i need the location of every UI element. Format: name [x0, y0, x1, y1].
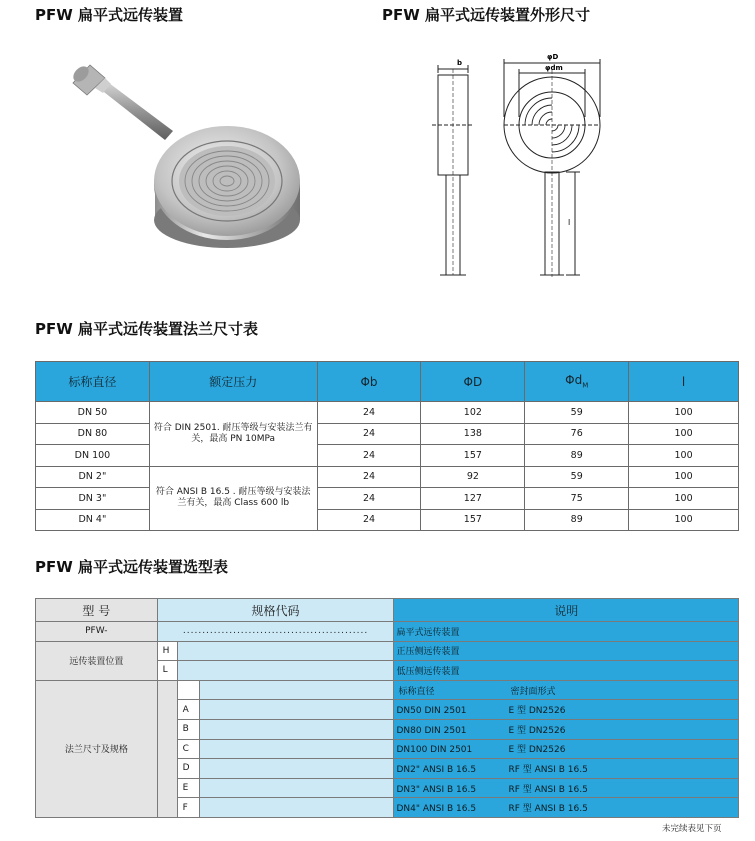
- cell-b: 24: [317, 488, 421, 510]
- option-desc: DN50 DIN 2501 E 型 DN2526: [394, 700, 739, 720]
- option-desc: DN100 DIN 2501 E 型 DN2526: [394, 739, 739, 759]
- sub-header: 标称直径 密封面形式: [394, 680, 739, 700]
- header-b: Φb: [317, 362, 421, 402]
- cell-l: 100: [629, 445, 739, 467]
- option-desc: DN4" ANSI B 16.5 RF 型 ANSI B 16.5: [394, 798, 739, 818]
- pos-spacer: [177, 661, 394, 681]
- option-code: A: [177, 700, 199, 720]
- cell-D: 157: [421, 509, 525, 531]
- cell-dn: DN 100: [36, 445, 150, 467]
- table-row: [36, 509, 739, 531]
- cell-ansi-note: 符合 ANSI B 16.5 . 耐压等级与安装法兰有关，最高 Class 600 lb: [149, 466, 317, 531]
- cell-D: 157: [421, 445, 525, 467]
- model-desc: 扁平式远传装置: [394, 622, 739, 642]
- flange-table-title: PFW 扁平式远传装置法兰尺寸表: [35, 320, 259, 338]
- cell-dn: DN 2": [36, 466, 150, 488]
- header-dn: 标称直径: [36, 362, 150, 402]
- option-desc: DN80 DIN 2501 E 型 DN2526: [394, 719, 739, 739]
- cell-dm: 75: [525, 488, 629, 510]
- pos-desc-H: 正压侧远传装置: [394, 641, 739, 661]
- pos-spacer: [177, 641, 394, 661]
- continued-note: 未完续表见下页: [662, 824, 722, 834]
- label-b: b: [457, 59, 463, 67]
- cell-b: 24: [317, 402, 421, 424]
- table-row: [36, 445, 739, 467]
- cell-l: 100: [629, 402, 739, 424]
- cell-dn: DN 50: [36, 402, 150, 424]
- flange-table-header: [36, 362, 739, 402]
- cell-dm: 76: [525, 423, 629, 445]
- option-code: E: [177, 778, 199, 798]
- dimension-drawing: [420, 45, 620, 290]
- cell-l: 100: [629, 509, 739, 531]
- pos-desc-L: 低压侧远传装置: [394, 661, 739, 681]
- flange-label: 法兰尺寸及规格: [36, 680, 158, 817]
- option-desc: DN2" ANSI B 16.5 RF 型 ANSI B 16.5: [394, 759, 739, 779]
- cell-l: 100: [629, 423, 739, 445]
- header-l: l: [629, 362, 739, 402]
- option-spacer: [199, 798, 394, 818]
- option-spacer: [199, 739, 394, 759]
- cell-D: 92: [421, 466, 525, 488]
- label-D: φD: [547, 53, 559, 61]
- cell-b: 24: [317, 509, 421, 531]
- flange-table: [35, 361, 739, 531]
- cell-dn: DN 80: [36, 423, 150, 445]
- cell-din-note: 符合 DIN 2501. 耐压等级与安装法兰有关，最高 PN 10MPa: [149, 402, 317, 467]
- table-row: [36, 423, 739, 445]
- selection-header: [36, 599, 739, 622]
- label-l: l: [568, 218, 571, 227]
- table-row: [36, 466, 739, 488]
- option-spacer: [199, 759, 394, 779]
- product-photo: [55, 45, 345, 275]
- cell-dn: DN 4": [36, 509, 150, 531]
- selection-table-title: PFW 扁平式远传装置选型表: [35, 558, 229, 576]
- option-code: C: [177, 739, 199, 759]
- cell-dm: 89: [525, 509, 629, 531]
- header-dm: $\Phi d_M$: [525, 362, 629, 402]
- device-title: PFW 扁平式远传装置: [35, 6, 184, 24]
- cell-l: 100: [629, 488, 739, 510]
- cell-dn: DN 3": [36, 488, 150, 510]
- model-code: PFW-: [36, 622, 158, 642]
- flange-indent: [157, 680, 177, 817]
- cell-l: 100: [629, 466, 739, 488]
- header-D: ΦD: [421, 362, 525, 402]
- table-row: [36, 622, 739, 642]
- dimensions-title: PFW 扁平式远传装置外形尺寸: [382, 6, 591, 24]
- cell-D: 102: [421, 402, 525, 424]
- option-code: F: [177, 798, 199, 818]
- option-spacer: [199, 700, 394, 720]
- table-row: [36, 680, 739, 700]
- cell-b: 24: [317, 466, 421, 488]
- header-desc: 说明: [394, 599, 739, 622]
- table-row: [36, 641, 739, 661]
- option-spacer: [199, 719, 394, 739]
- sub-spacer: [177, 680, 199, 700]
- option-code: B: [177, 719, 199, 739]
- cell-D: 138: [421, 423, 525, 445]
- cell-b: 24: [317, 445, 421, 467]
- header-model: 型 号: [36, 599, 158, 622]
- table-row: [36, 402, 739, 424]
- cell-b: 24: [317, 423, 421, 445]
- option-spacer: [199, 778, 394, 798]
- cell-D: 127: [421, 488, 525, 510]
- pos-code-L: L: [157, 661, 177, 681]
- cell-dm: 59: [525, 466, 629, 488]
- model-dots: ................................................: [157, 622, 394, 642]
- label-dm: φdm: [545, 64, 563, 72]
- cell-dm: 59: [525, 402, 629, 424]
- sub-spacer: [199, 680, 394, 700]
- table-row: [36, 488, 739, 510]
- cell-dm: 89: [525, 445, 629, 467]
- header-pressure: 额定压力: [149, 362, 317, 402]
- option-code: D: [177, 759, 199, 779]
- position-label: 远传装置位置: [36, 641, 158, 680]
- option-desc: DN3" ANSI B 16.5 RF 型 ANSI B 16.5: [394, 778, 739, 798]
- header-code: 规格代码: [157, 599, 394, 622]
- selection-table: [35, 598, 739, 818]
- pos-code-H: H: [157, 641, 177, 661]
